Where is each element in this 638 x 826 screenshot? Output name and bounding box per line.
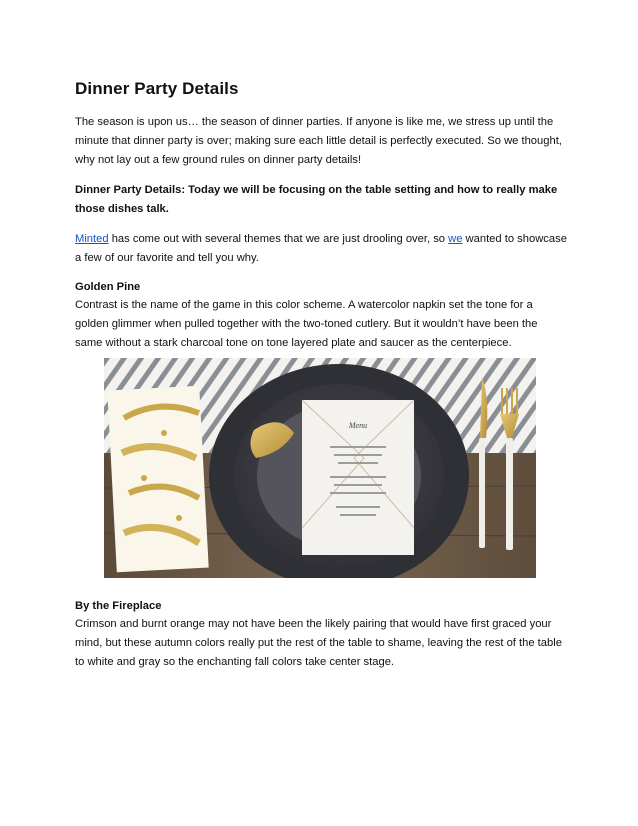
minted-link[interactable]: Minted xyxy=(75,233,109,245)
table-setting-photo xyxy=(104,358,536,578)
golden-pine-heading: Golden Pine xyxy=(75,281,141,293)
minted-paragraph xyxy=(75,230,567,268)
minted-text-1: has come out with several themes that we are just drooling over, so xyxy=(108,233,449,245)
menu-card xyxy=(302,400,414,555)
menu-card-title: Menu xyxy=(348,421,368,430)
gold-pine-napkin xyxy=(107,386,208,573)
focus-paragraph: Dinner Party Details: Today we will be focusing on the table setting and how to really make those dishes talk. xyxy=(75,184,558,215)
intro-paragraph: The season is upon us… the season of dinner parties. If anyone is like me, we stress up until the minute that dinner party is over; making sure each little detail is perfectly executed. So we thought, why not lay out a few ground rules on dinner party details! xyxy=(75,116,562,166)
fireplace-heading: By the Fireplace xyxy=(75,600,162,612)
minted-text-2: wanted to showcase a few of our favorite and tell you why. xyxy=(75,233,567,264)
fireplace-paragraph: Crimson and burnt orange may not have been the likely pairing that would have first graced your mind, but these autumn colors really put the rest of the table to shame, leaving the rest of the table to white and gray so the enchanting fall colors take center stage. xyxy=(75,618,562,668)
page-title: Dinner Party Details xyxy=(75,79,239,98)
we-link[interactable]: we xyxy=(448,233,463,245)
golden-pine-paragraph: Contrast is the name of the game in this color scheme. A watercolor napkin set the tone for a golden glimmer when pulled together with the two-toned cutlery. But it wouldn’t have been the same without a stark charcoal tone on tone layered plate and saucer as the centerpiece. xyxy=(75,299,538,349)
